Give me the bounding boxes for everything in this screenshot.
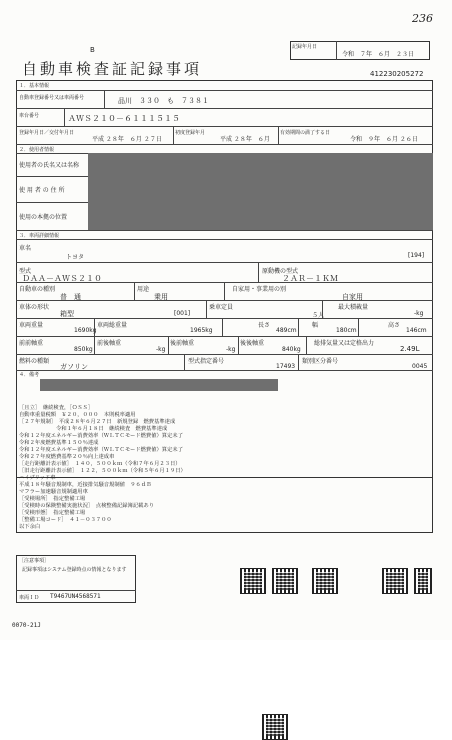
model-value: ＤＡＡ－ＡＷＳ２１０ (22, 274, 102, 283)
fuel-label: 燃料の種類 (19, 358, 50, 365)
purpose-label: 自家用・事業用の別 (232, 286, 287, 293)
rear-axle-label: 後後軸重 (240, 340, 265, 347)
kind-value: 普 通 (60, 293, 81, 301)
kind-label: 自動車の種別 (19, 286, 56, 293)
remarks-line: ［受検場所］ 指定整備工場 (19, 496, 86, 502)
remarks-line: ［旧走行距離計表示値］ １２２，５００ｋｍ（令和５年６月１９日） (19, 468, 186, 474)
height-value: 146cm (406, 327, 427, 334)
rear-front-label: 後前軸重 (170, 340, 195, 347)
remarks-line: 令和１年６月１８日 継続検査 燃費基準達成 (19, 426, 168, 432)
reg-value: 品川 ３３０ も ７３８１ (118, 97, 209, 105)
make-code: [194] (408, 252, 425, 259)
remarks-line: ［受検時の保険整備実施状況］ 点検整備記録簿記載あり (19, 503, 155, 509)
remarks-line: 平成１８年騒音規制車，近接排気騒音規制値 ９６ｄＢ (19, 482, 152, 488)
remarks-line: 令和１２年度エネルギー消費効率（ＷＬＴＣモード燃費値）算定未了 (19, 447, 183, 453)
owner-redaction (88, 153, 433, 230)
engine-label: 原動機の型式 (262, 268, 299, 275)
first-inspect-label: 初度登録年月 (175, 130, 206, 136)
displacement-value: 2.49L (400, 345, 420, 353)
reg-label: 自動車登録番号又は車両番号 (19, 95, 85, 101)
model-label: 型式 (19, 268, 32, 275)
make-value: トヨタ (66, 254, 85, 261)
length-value: 489cm (276, 327, 297, 334)
section-remarks: ４．備考 (19, 372, 40, 378)
front-rear-value: -kg (156, 346, 166, 353)
notice-label: ［注意事項］ (19, 558, 50, 564)
remarks-line: ［２７年規制］ 平成２８年６月２７日 新規登録 燃費基準達成 (19, 419, 176, 425)
qr-code (240, 568, 266, 594)
qr-code (312, 568, 338, 594)
front-rear-label: 前後軸重 (97, 340, 122, 347)
remarks-frame (16, 478, 433, 533)
first-inspect-value: 平成 ２８年 ６月 (220, 136, 270, 143)
chassis-label: 車台番号 (19, 113, 40, 119)
type-designation-value: 17493 (276, 363, 296, 370)
make-label: 車名 (19, 245, 32, 252)
category-label: 類別区分番号 (302, 358, 339, 365)
remarks-line: ［且立］ 継続検査，［ＯＳＳ］ (19, 405, 94, 411)
remarks-line: 令和１２年度エネルギー消費効率（ＷＬＴＣモード燃費値）算定未了 (19, 433, 183, 439)
width-label: 幅 (312, 322, 319, 329)
use-value: 乗用 (154, 293, 168, 301)
gross-label: 車両総重量 (97, 322, 128, 329)
remarks-line: ［走行距離計表示値］ １４０，５００ｋｍ（令和７年６月２３日） (19, 461, 181, 467)
vehicle-id-label: 車両ＩＤ (19, 595, 40, 601)
max-load-label: 最大積載量 (338, 304, 369, 311)
record-date: 令和 ７年 ６月 ２３日 (342, 51, 415, 58)
body-label: 車体の形状 (19, 304, 50, 311)
notice-text: 記録事項はシステム登録時点の情報となります (22, 567, 127, 573)
capacity-value: ５人 (312, 312, 325, 319)
qr-code (262, 714, 288, 740)
expiry-label: 有効期間の満了する日 (280, 130, 331, 136)
remarks-line: ［受検形態］ 指定整備工場 (19, 510, 86, 516)
max-load-value: -kg (414, 310, 424, 317)
width-value: 180cm (336, 327, 357, 334)
body-value: 箱型 (60, 310, 74, 318)
form-mark: B (90, 46, 95, 54)
category-value: 0045 (412, 363, 428, 370)
front-axle-label: 前前軸重 (19, 340, 44, 347)
remarks-redaction (40, 379, 278, 391)
qr-code (414, 568, 432, 594)
page-title: 自動車検査証記録事項 (22, 60, 203, 78)
remarks-line: ［整備工場コード］ ４１－０３７００ (19, 517, 112, 523)
length-label: 長さ (258, 322, 271, 329)
remarks-line: 以下余白 (19, 524, 41, 530)
section-vehicle: ３．車両詳細情報 (19, 233, 60, 239)
owner-base-label: 使用の本拠の位置 (19, 214, 68, 221)
rear-front-value: -kg (226, 346, 236, 353)
qr-code (382, 568, 408, 594)
height-label: 高さ (388, 322, 401, 329)
gross-value: 1965kg (190, 327, 213, 334)
remarks-line: マフラー加速騒音規制適用車 (19, 489, 88, 495)
doc-number: 412230205272 (370, 70, 424, 78)
displacement-label: 総排気量又は定格出力 (314, 340, 375, 347)
remarks-line: 令和２年度燃費基準１５０％達成 (19, 440, 99, 446)
section-basic: １．基本情報 (19, 83, 50, 89)
vehicle-id-value: T9467UN4568571 (50, 593, 101, 600)
owner-address-label: 使 用 者 の 住 所 (19, 187, 65, 194)
front-axle-value: 850kg (74, 346, 93, 353)
body-code: [001] (174, 310, 191, 317)
fuel-value: ガソリン (60, 363, 88, 371)
rear-axle-value: 840kg (282, 346, 301, 353)
remarks-line: 自動車重量税額 ￥２０，０００ 本則税率適用 (19, 412, 136, 418)
remarks-line: ハイブリッド車 (19, 475, 56, 481)
qr-code (272, 568, 298, 594)
remarks-line: 令和２７年度燃費基準２０％向上達成車 (19, 454, 115, 460)
record-date-label: 記録年月日 (292, 44, 318, 50)
engine-value: ２ＡＲ－１ＫＭ (282, 274, 338, 283)
first-reg-label: 登録年月日／交付年月日 (19, 130, 75, 136)
expiry-value: 令和 ９年 ６月 ２６日 (350, 136, 418, 143)
form-code: 0070-21J (12, 622, 41, 629)
weight-value: 1690kg (74, 327, 97, 334)
owner-name-label: 使用者の氏名又は名称 (19, 162, 80, 169)
capacity-label: 乗車定員 (209, 304, 234, 311)
weight-label: 車両重量 (19, 322, 44, 329)
use-label: 用途 (137, 286, 150, 293)
first-reg-value: 平成 ２８年 ６月 ２７日 (92, 136, 162, 143)
type-designation-label: 型式指定番号 (188, 358, 225, 365)
section-owner: ２．使用者情報 (19, 147, 55, 153)
handwritten-number: 236 (412, 12, 433, 25)
chassis-value: ＡＷＳ２１０－６１１１５１５ (68, 114, 180, 123)
purpose-value: 自家用 (342, 293, 363, 301)
